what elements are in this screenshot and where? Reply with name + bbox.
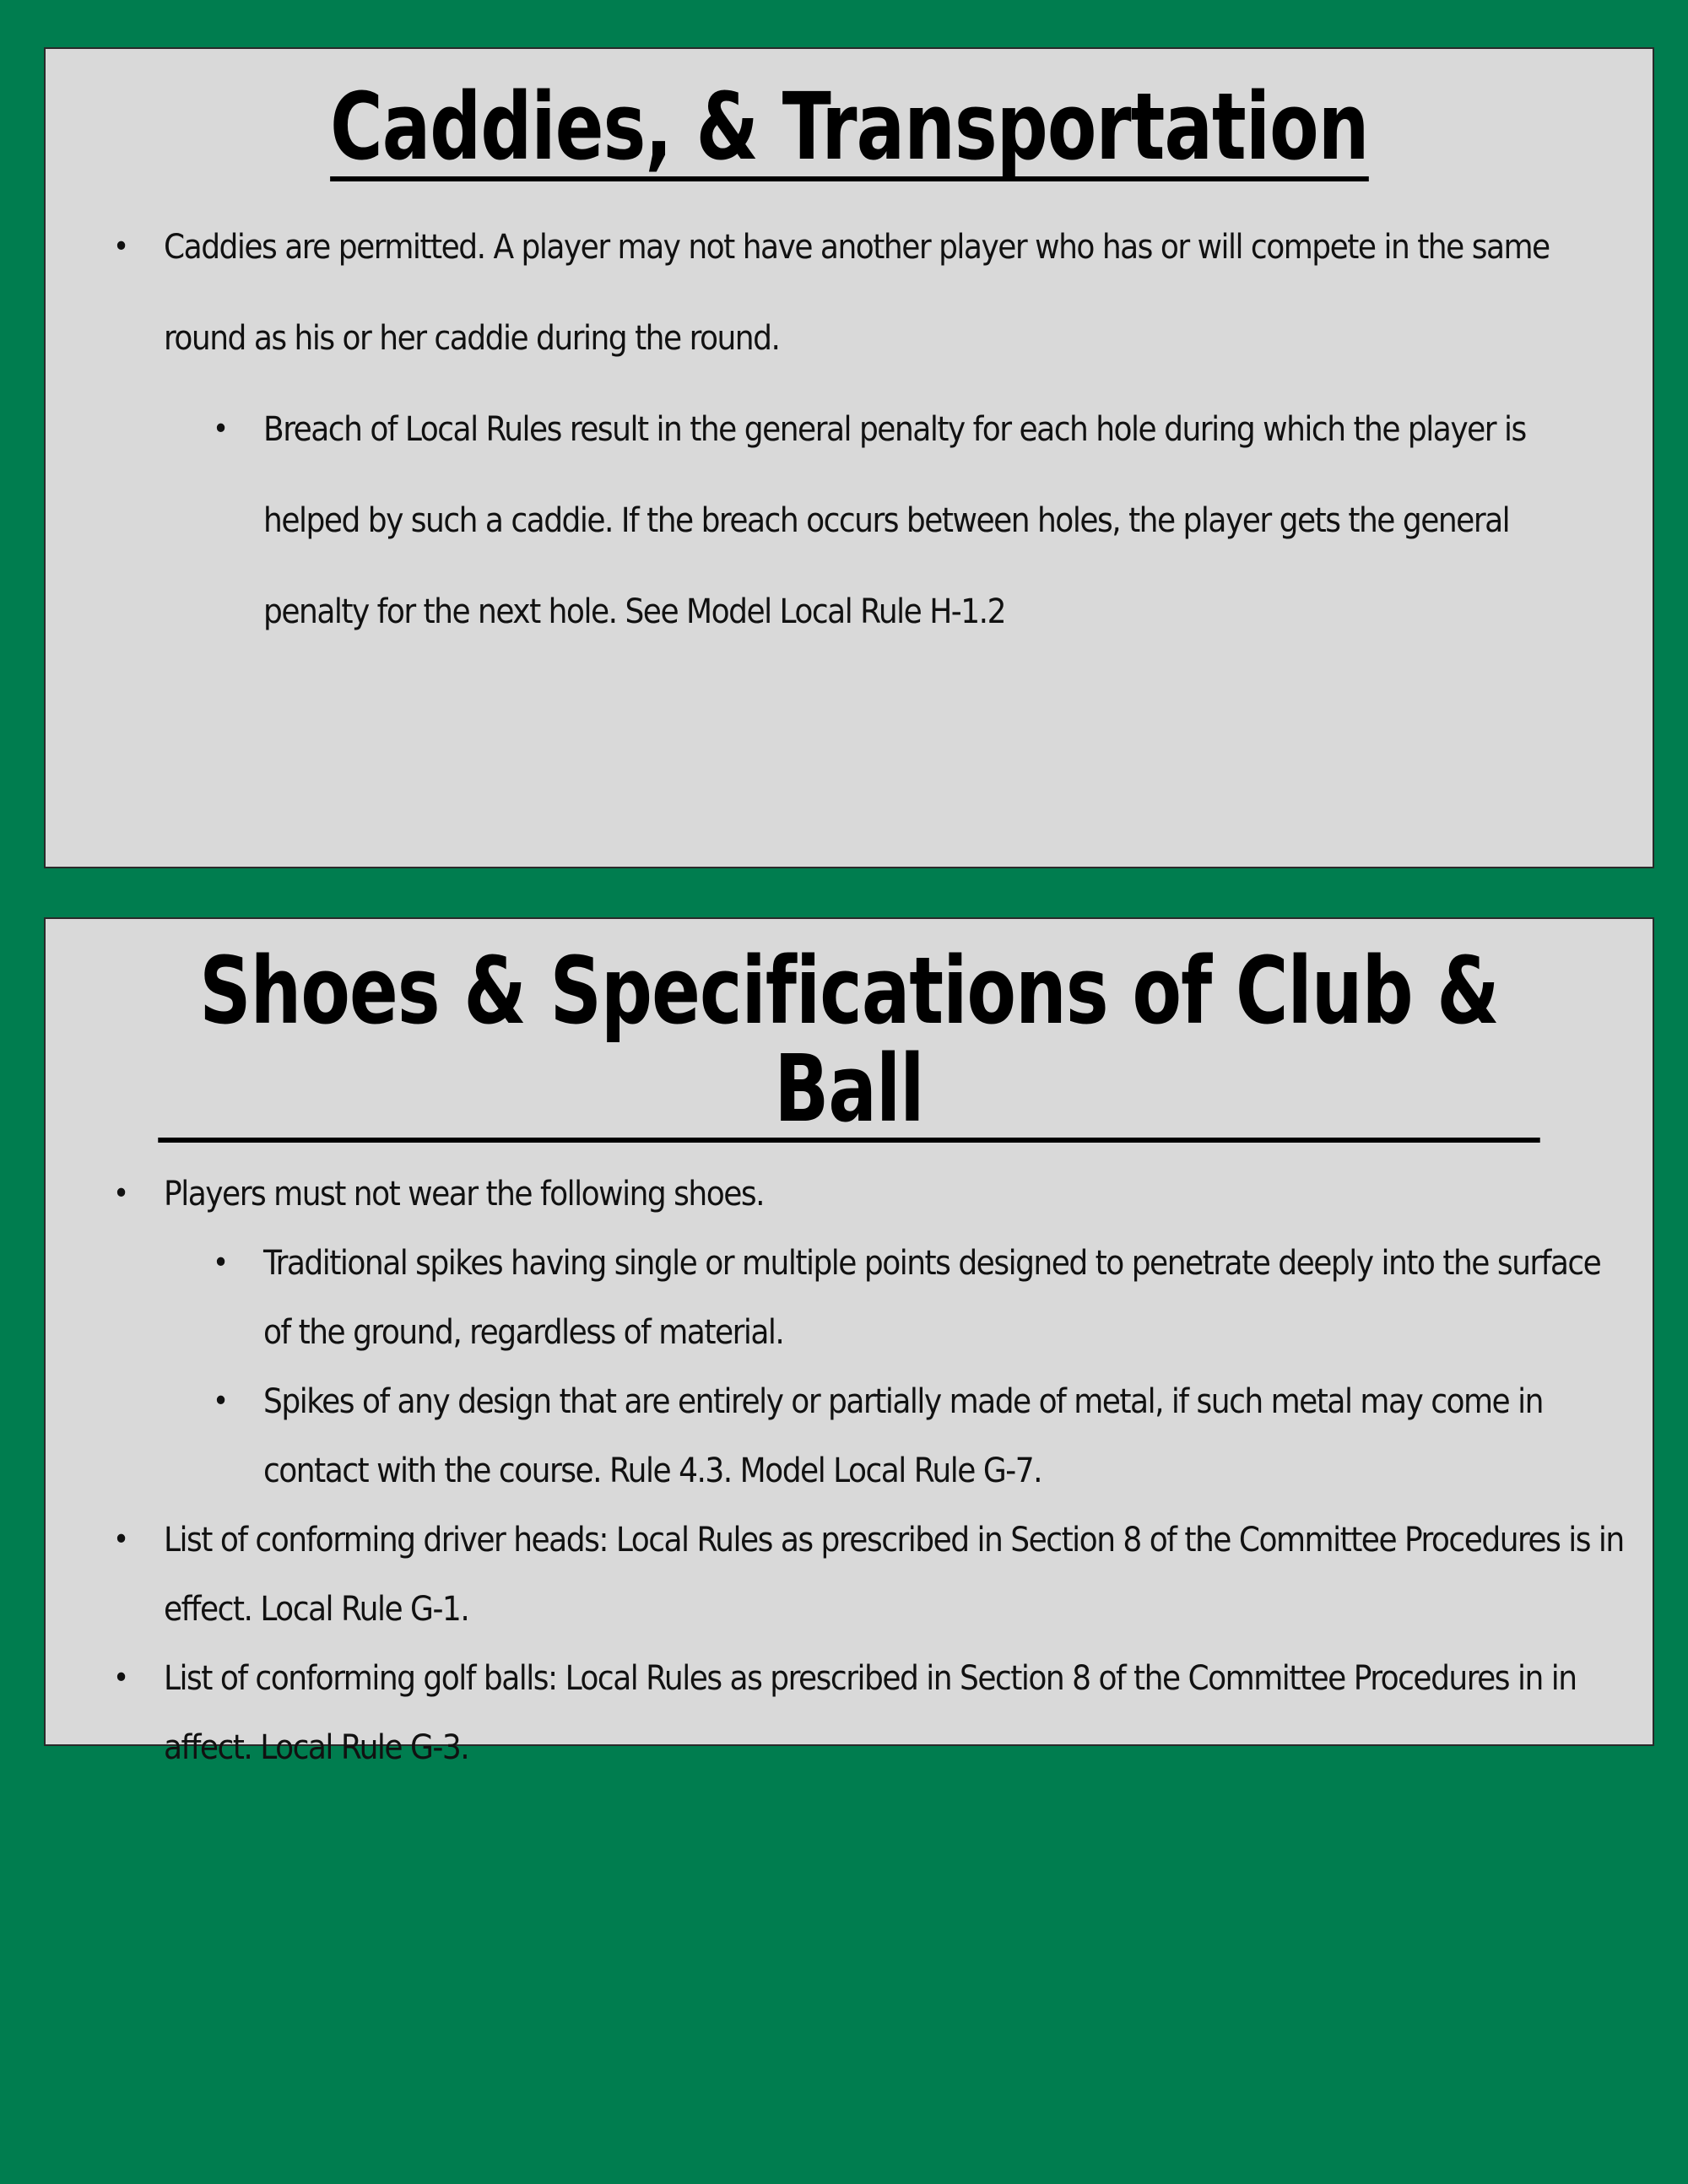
bullet-icon: • — [113, 1522, 128, 1557]
list-item — [46, 1229, 1653, 1367]
caddies-section-title: Caddies, & Transportation — [329, 73, 1369, 181]
caddies-rules-list — [46, 202, 1653, 657]
shoes-section-title: Shoes & Specifications of Club & Ball — [46, 919, 1653, 1143]
list-item — [46, 1644, 1653, 1782]
caddies-transportation-panel — [44, 47, 1654, 868]
shoes-rules-list — [46, 1160, 1653, 1782]
list-item-text: Caddies are permitted. A player may not have another player who has or will compete in the same round as his or her caddie during the round. — [164, 227, 1550, 358]
list-item — [46, 202, 1653, 384]
list-item — [46, 384, 1653, 657]
list-item-text: List of conforming golf balls: Local Rules as prescribed in Section 8 of the Committee Procedures in in affect. Local Rule G-3. — [164, 1659, 1577, 1767]
list-item-text: List of conforming driver heads: Local Rules as prescribed in Section 8 of the Committee Procedures is in effect. Local Rule G-1. — [164, 1521, 1624, 1629]
list-item — [46, 1506, 1653, 1644]
list-item-text: Traditional spikes having single or multiple points designed to penetrate deeply into the surface of the ground, regardless of material. — [263, 1244, 1601, 1352]
list-item-text: Spikes of any design that are entirely or partially made of metal, if such metal may come in contact with the course. Rule 4.3. Model Local Rule G-7. — [263, 1382, 1543, 1490]
bullet-icon: • — [113, 229, 128, 264]
bullet-icon: • — [213, 1384, 228, 1419]
bullet-icon: • — [113, 1661, 128, 1695]
list-item — [46, 1367, 1653, 1506]
bullet-icon: • — [213, 1246, 228, 1280]
list-item-text: Breach of Local Rules result in the general penalty for each hole during which the player is helped by such a caddie. If the breach occurs between holes, the player gets the general penalty for the next hole. See Model Local Rule H-1.2 — [263, 409, 1526, 631]
bullet-icon: • — [213, 411, 228, 446]
shoes-specifications-panel — [44, 917, 1654, 1767]
list-item-text: Players must not wear the following shoes. — [164, 1175, 765, 1214]
bullet-icon: • — [113, 1176, 128, 1211]
list-item — [46, 1160, 1653, 1229]
